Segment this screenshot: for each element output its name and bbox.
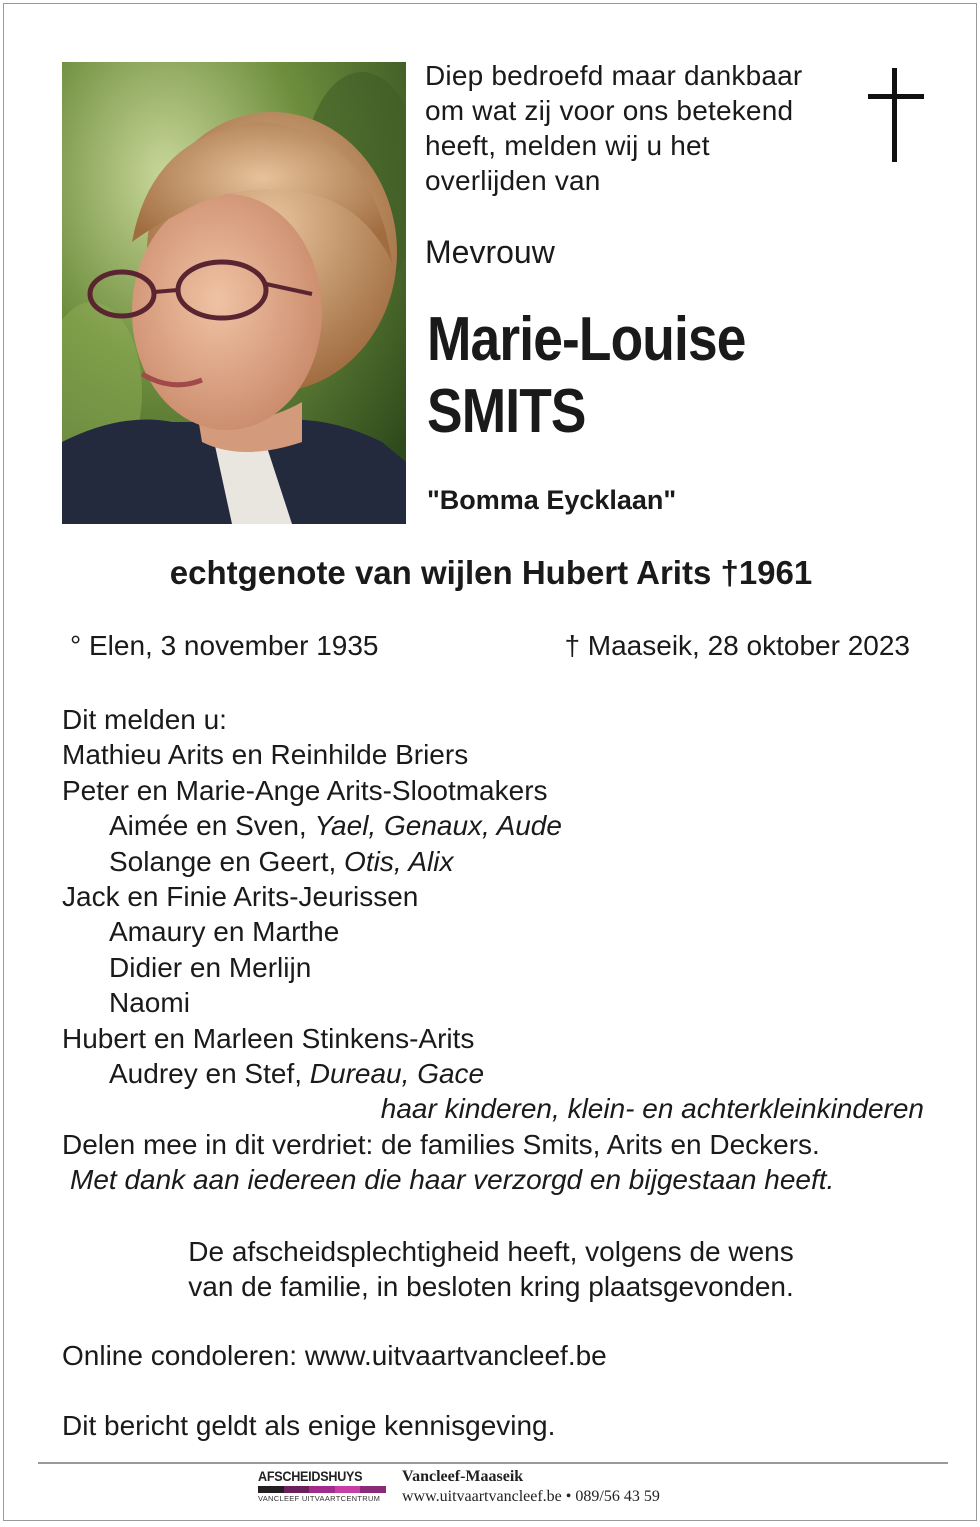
intro-line: om wat zij voor ons betekend (425, 95, 794, 126)
salutation: Mevrouw (425, 234, 555, 270)
online-condolence: Online condoleren: www.uitvaartvancleef.be (62, 1340, 607, 1371)
great-grandchildren: Yael, Genaux, Aude (314, 810, 562, 842)
family-list (62, 702, 932, 1198)
portrait-photo (62, 62, 406, 524)
intro-line: Diep bedroefd maar dankbaar (425, 60, 803, 91)
funeral-home-logo (258, 1468, 386, 1503)
family-signoff: haar kinderen, klein- en achterkleinkinderen (380, 1093, 924, 1125)
logo-swatch (258, 1486, 284, 1493)
logo-swatch (335, 1486, 361, 1493)
logo-color-bar (258, 1486, 386, 1493)
deceased-name (427, 304, 746, 448)
ceremony-line: van de familie, in besloten kring plaatsgevonden. (188, 1271, 794, 1302)
list-item: Amaury en Marthe (109, 916, 340, 948)
org-name: Vancleef-Maaseik (402, 1468, 524, 1485)
logo-swatch (309, 1486, 335, 1493)
ceremony-line: De afscheidsplechtigheid heeft, volgens de wens (188, 1236, 794, 1267)
cross-icon (868, 68, 926, 164)
intro-line: heeft, melden wij u het (425, 130, 710, 161)
footer-divider (38, 1462, 948, 1464)
list-item (62, 1056, 932, 1091)
spouse-line: echtgenote van wijlen Hubert Arits †1961 (169, 554, 813, 591)
contact-details: www.uitvaartvancleef.be • 089/56 43 59 (402, 1488, 660, 1505)
first-name: Marie-Louise (427, 305, 746, 374)
great-grandchildren: Otis, Alix (344, 845, 454, 877)
share-line: Delen mee in dit verdriet: de families Smits, Arits en Deckers. (62, 1128, 820, 1160)
list-item: Jack en Finie Arits-Jeurissen (62, 881, 419, 913)
death-info: † Maaseik, 28 oktober 2023 (564, 630, 910, 661)
notice-text: Dit bericht geldt als enige kennisgeving. (62, 1410, 556, 1441)
list-item (62, 844, 932, 879)
list-item: Hubert en Marleen Stinkens-Arits (62, 1022, 475, 1054)
intro-text (425, 58, 855, 198)
ceremony-text (4, 1234, 978, 1304)
logo-swatch (360, 1486, 386, 1493)
great-grandchildren: Dureau, Gace (309, 1058, 485, 1090)
last-name: SMITS (427, 377, 586, 446)
grandchild-couple: Solange en Geert, (109, 845, 345, 877)
list-item: Naomi (109, 987, 190, 1019)
obituary-card (3, 3, 977, 1521)
list-item: Peter en Marie-Ange Arits-Slootmakers (62, 774, 548, 806)
logo-brand: AFSCHEIDSHUYS (258, 1468, 363, 1484)
thanks-line: Met dank aan iedereen die haar verzorgd en bijgestaan heeft. (70, 1164, 835, 1196)
grandchild-couple: Audrey en Stef, (109, 1058, 310, 1090)
list-item (62, 808, 932, 843)
intro-line: overlijden van (425, 165, 601, 196)
list-item: Mathieu Arits en Reinhilde Briers (62, 739, 469, 771)
grandchild-couple: Aimée en Sven, (109, 810, 315, 842)
birth-info: ° Elen, 3 november 1935 (70, 630, 379, 661)
funeral-home-contact (402, 1468, 660, 1507)
family-heading: Dit melden u: (62, 704, 227, 735)
list-item: Didier en Merlijn (109, 951, 312, 983)
logo-subtitle: VANCLEEF UITVAARTCENTRUM (258, 1494, 381, 1503)
nickname: "Bomma Eycklaan" (427, 485, 677, 515)
logo-swatch (284, 1486, 310, 1493)
